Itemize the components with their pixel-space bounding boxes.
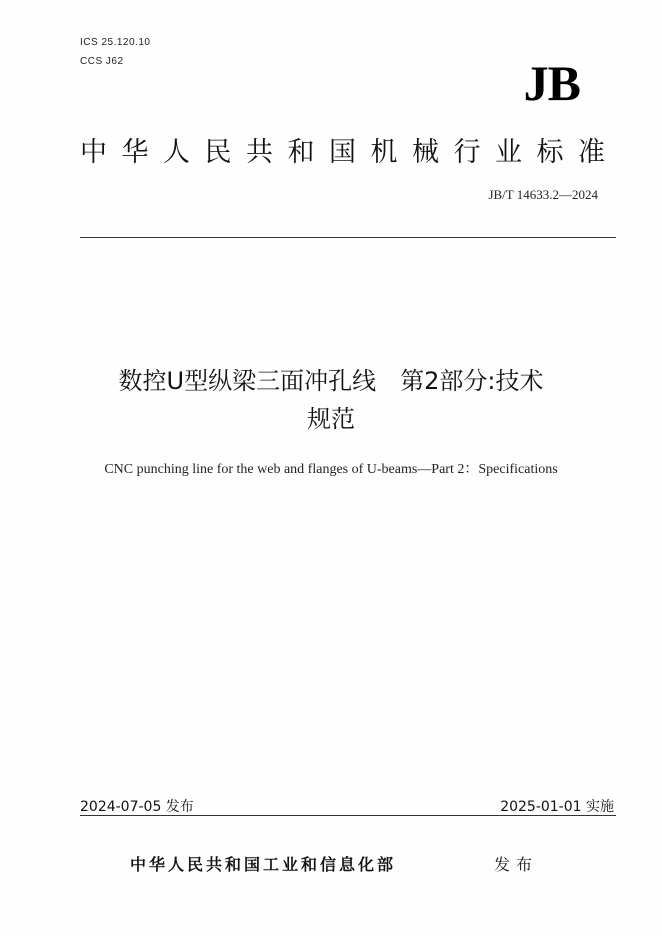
issue-date: 2024-07-05 发布 — [80, 799, 194, 815]
issue-action: 发布 — [494, 855, 539, 874]
chinese-title-line-2: 规范 — [307, 405, 355, 433]
bottom-divider — [80, 815, 616, 816]
chinese-title-line-1: 数控U型纵梁三面冲孔线 第2部分:技术 — [118, 367, 544, 395]
english-title: CNC punching line for the web and flanges of U-beams—Part 2：Specifications — [104, 462, 558, 477]
ccs-code: CCS J62 — [80, 56, 124, 67]
top-divider — [80, 237, 616, 238]
standard-number: JB/T 14633.2—2024 — [488, 187, 598, 202]
standard-category-title: 中华人民共和国机械行业标准 — [80, 137, 620, 168]
jb-logo: JB — [523, 55, 580, 111]
implementation-date: 2025-01-01 实施 — [500, 799, 614, 815]
ics-code: ICS 25.120.10 — [80, 37, 151, 48]
chinese-title — [40, 362, 622, 438]
issuing-authority: 中华人民共和国工业和信息化部 — [130, 855, 397, 874]
